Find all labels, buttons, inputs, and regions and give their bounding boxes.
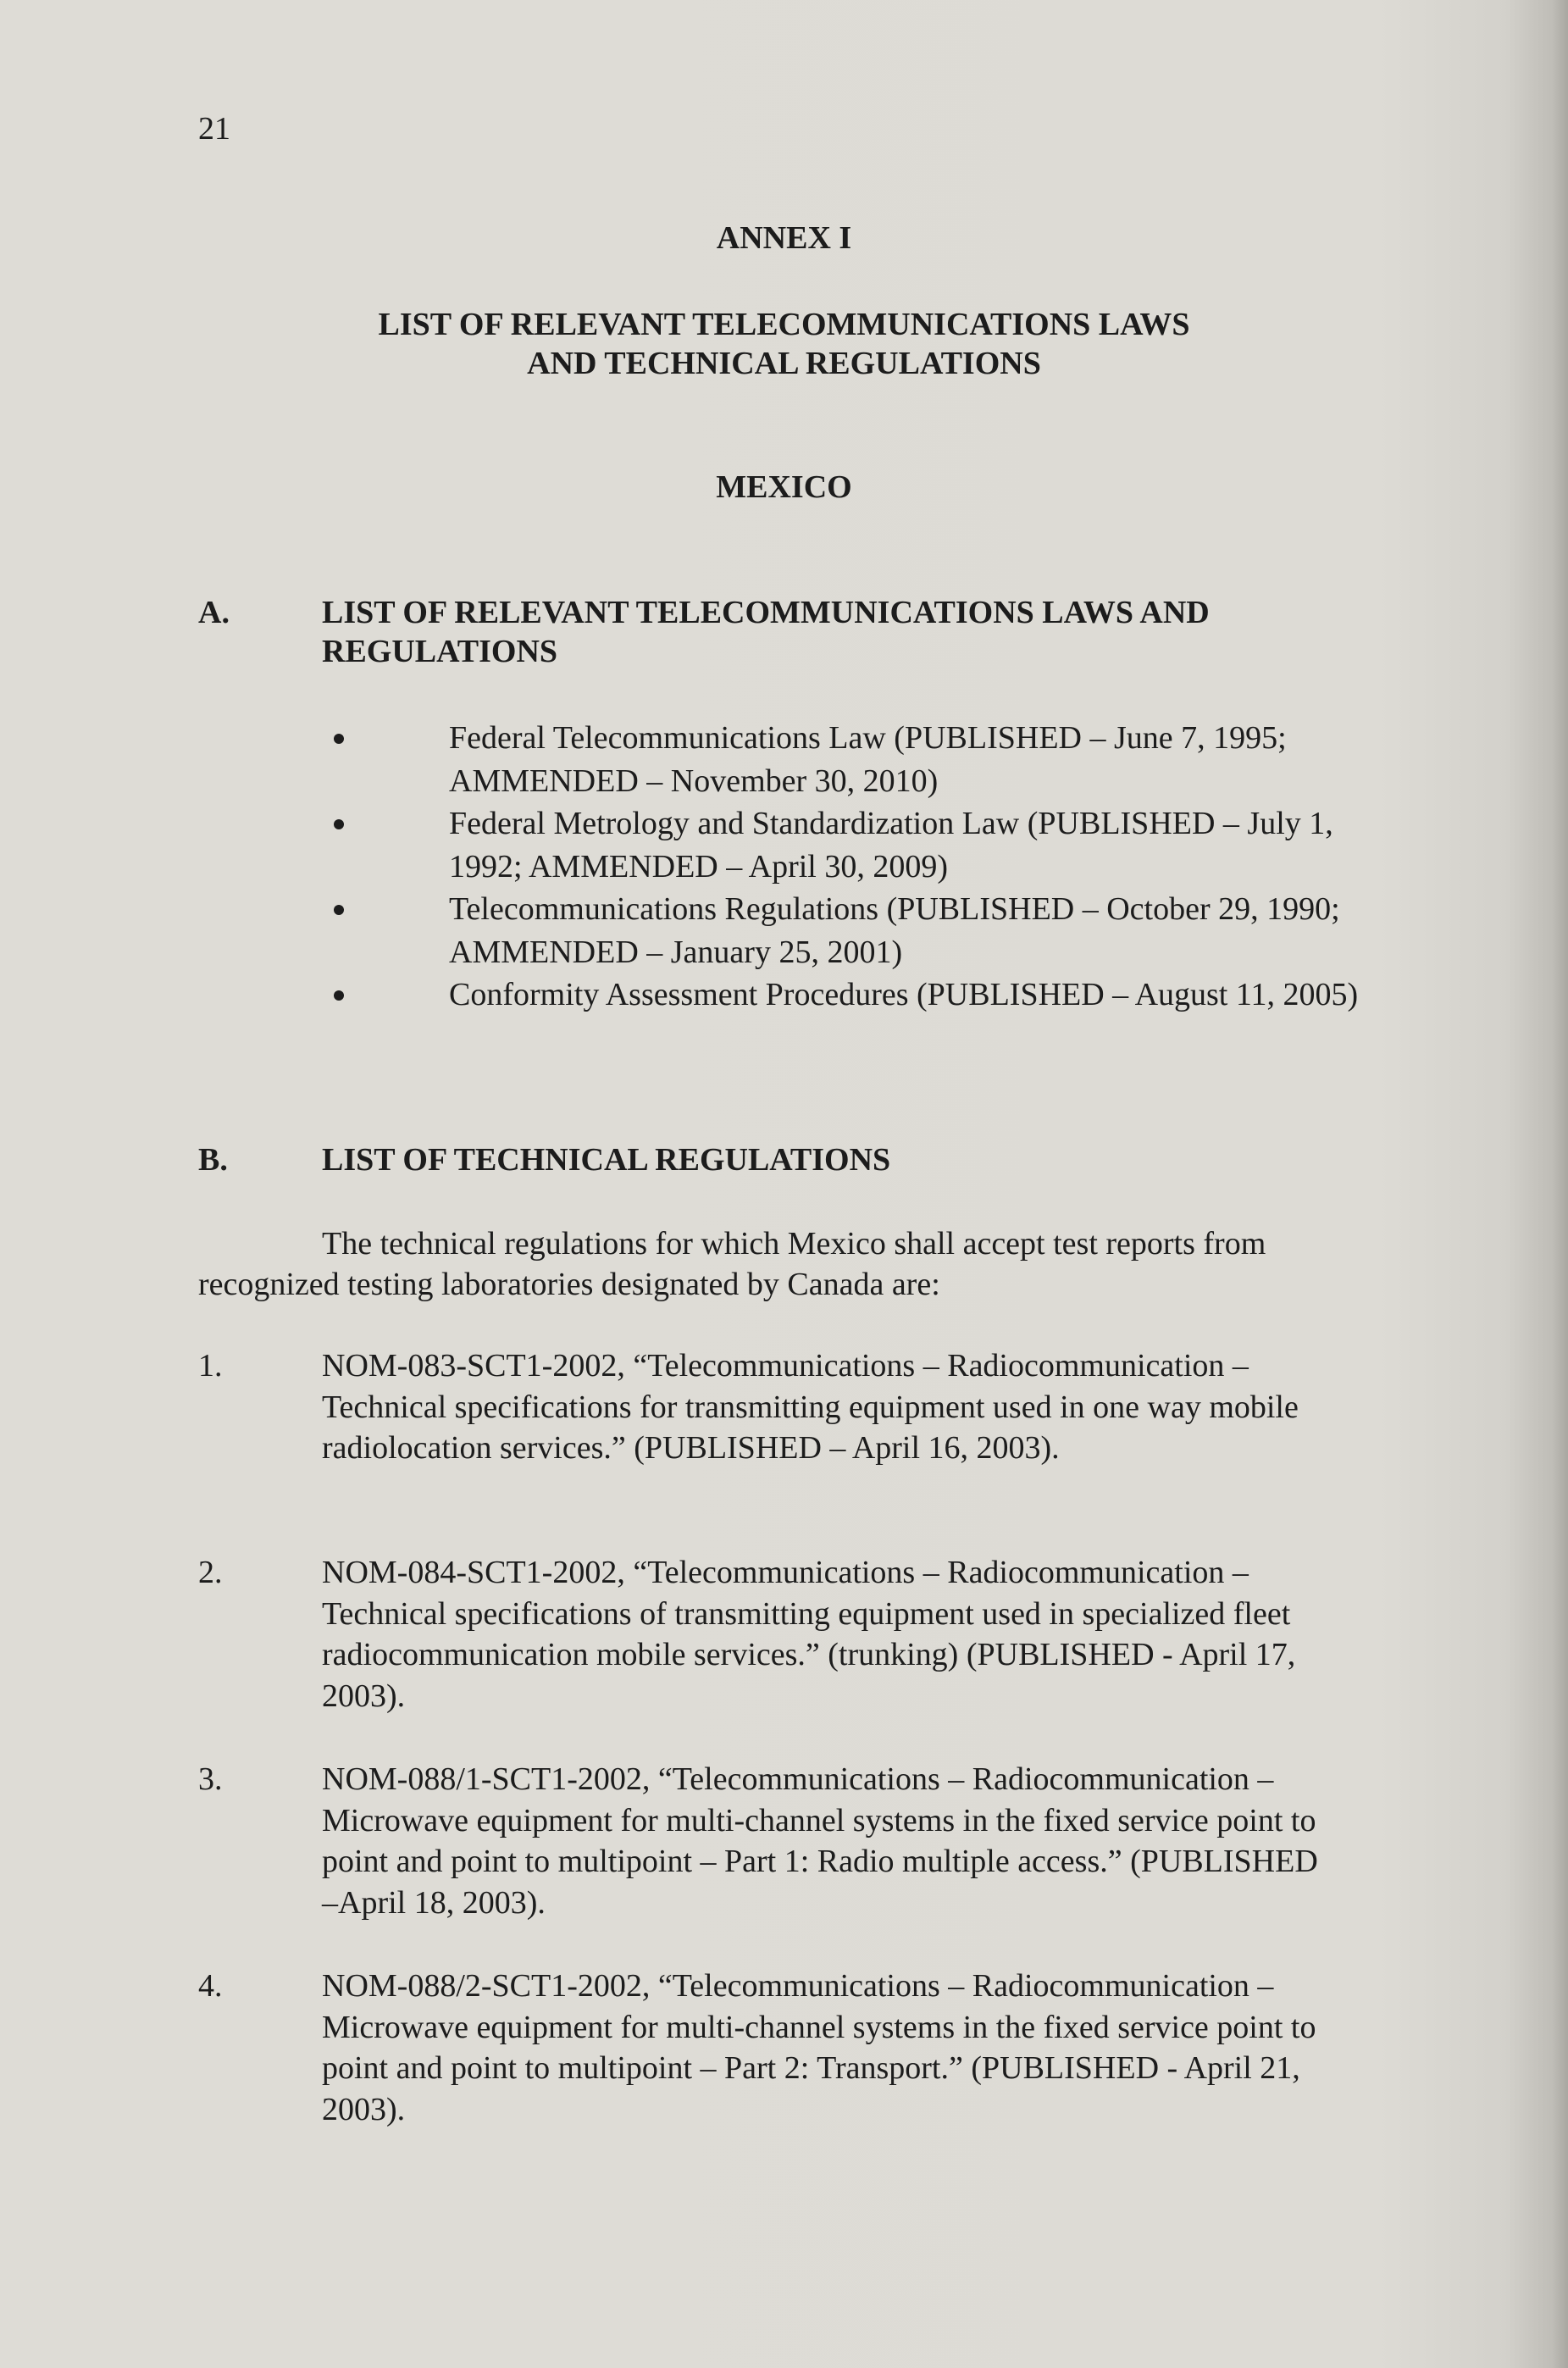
laws-list [322, 717, 1372, 1017]
law-text: Telecommunications Regulations (PUBLISHED – October 29, 1990; AMMENDED – January 25, 2001) [449, 891, 1340, 970]
country-heading: MEXICO [716, 469, 852, 505]
bullet-icon [334, 905, 344, 915]
section-a-title: LIST OF RELEVANT TELECOMMUNICATIONS LAWS AND REGULATIONS [322, 595, 1210, 669]
list-item [322, 888, 1372, 973]
regulation-number: 2. [198, 1555, 223, 1590]
list-item [322, 717, 1372, 802]
regulation-text: NOM-088/1-SCT1-2002, “Telecommunications – Radiocommunication – Microwave equipment for multi-channel systems in the fixed service point to point and point to multipoint – Part 1: Radio multiple access.” (PUBLISHED –April 18, 2003). [322, 1761, 1318, 1921]
law-text: Conformity Assessment Procedures (PUBLISHED – August 11, 2005) [449, 977, 1359, 1012]
regulation-number: 3. [198, 1761, 223, 1797]
title-line-2: AND TECHNICAL REGULATIONS [527, 346, 1041, 381]
bullet-icon [334, 734, 344, 744]
section-b-letter: B. [198, 1142, 228, 1178]
regulation-text: NOM-083-SCT1-2002, “Telecommunications – Radiocommunication – Technical specifications for transmitting equipment used in one way mobile radiolocation services.” (PUBLISHED – April 16, 2003). [322, 1348, 1299, 1466]
list-item [322, 973, 1372, 1017]
regulation-number: 1. [198, 1348, 223, 1384]
document-title [0, 305, 1568, 383]
law-text: Federal Telecommunications Law (PUBLISHED – June 7, 1995; AMMENDED – November 30, 2010) [449, 720, 1287, 799]
regulation-text: NOM-088/2-SCT1-2002, “Telecommunications – Radiocommunication – Microwave equipment for multi-channel systems in the fixed service point to point and point to multipoint – Part 2: Transport.” (PUBLISHED - April 21, 2003). [322, 1968, 1316, 2127]
bullet-icon [334, 819, 344, 829]
law-text: Federal Metrology and Standardization Law (PUBLISHED – July 1, 1992; AMMENDED – April 30, 2009) [449, 806, 1333, 885]
title-line-1: LIST OF RELEVANT TELECOMMUNICATIONS LAWS [378, 307, 1190, 342]
section-b-intro: The technical regulations for which Mexico shall accept test reports from recognized testing laboratories designated by Canada are: [198, 1226, 1266, 1302]
bullet-icon [334, 990, 344, 1001]
section-a-letter: A. [198, 595, 230, 630]
list-item [322, 802, 1372, 888]
section-b-title: LIST OF TECHNICAL REGULATIONS [322, 1142, 891, 1178]
regulation-number: 4. [198, 1968, 223, 2004]
regulation-text: NOM-084-SCT1-2002, “Telecommunications – Radiocommunication – Technical specifications of transmitting equipment used in specialized fleet radiocommunication mobile services.” (trunking) (PUBLISHED - April 17, 2003). [322, 1555, 1296, 1714]
page-number: 21 [198, 111, 230, 147]
annex-heading: ANNEX I [716, 220, 852, 256]
